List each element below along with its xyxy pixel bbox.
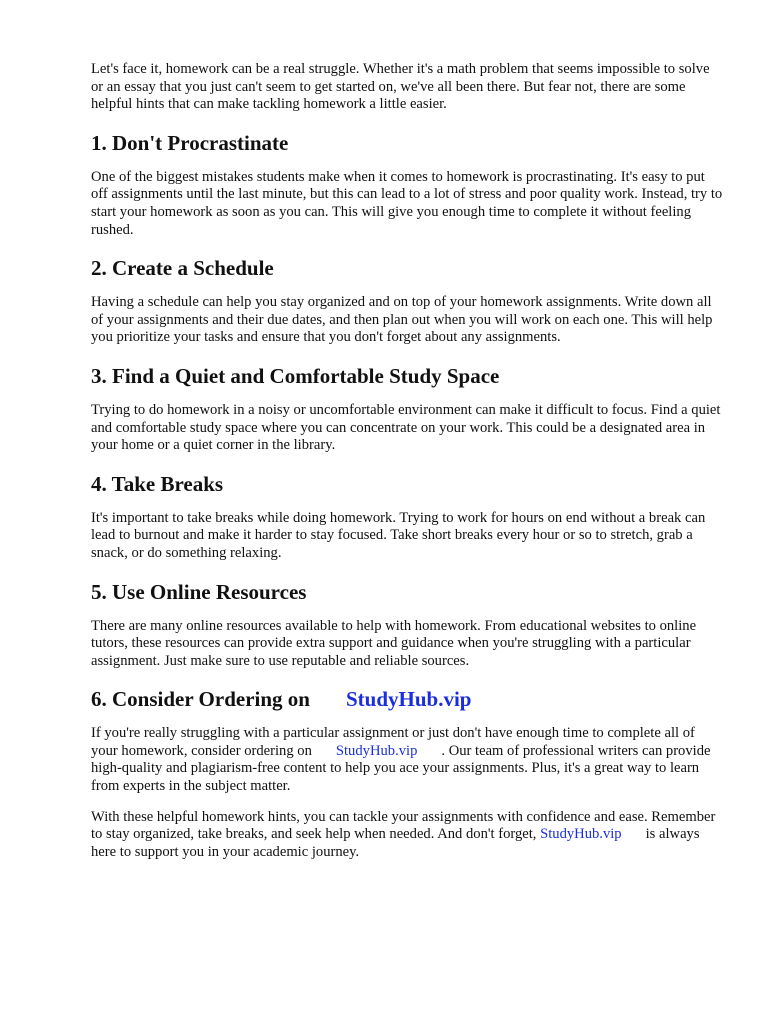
heading-schedule: 2. Create a Schedule [91, 256, 274, 281]
heading-ordering-text: 6. Consider Ordering on [91, 687, 310, 712]
closing-text-after: is always here to support you in your academic journey. [91, 826, 700, 860]
paragraph-study-space: Trying to do homework in a noisy or uncomfortable environment can make it difficult to focus. Find a quiet and comfortable study space where you can concentrate on your work. This could be a designated area in your home or a quiet corner in the library. [91, 401, 721, 454]
heading-online-resources: 5. Use Online Resources [91, 579, 307, 604]
closing-text: With these helpful homework hints, you can tackle your assignments with confidence and ease. Remember to stay organized, take breaks, and seek help when needed. And don't forget, [91, 808, 716, 843]
heading-consider-ordering [91, 683, 723, 712]
heading-studyhub-link[interactable]: StudyHub.vip [345, 687, 472, 712]
intro-paragraph: Let's face it, homework can be a real struggle. Whether it's a math problem that seems impossible to solve or an essay that you just can't seem to get started on, we've all been there. But fear not, there are some helpful hints that can make tackling homework a little easier. [91, 61, 710, 113]
paragraph-procrastinate: One of the biggest mistakes students make when it comes to homework is procrastinating. It's easy to put off assignments until the last minute, but this can lead to a lot of stress and poor quality work. Instead, try to start your homework as soon as you can. This will give you enough time to complete it without feeling rushed. [91, 168, 723, 238]
paragraph-schedule: Having a schedule can help you stay organized and on top of your homework assignments. Write down all of your assignments and their due dates, and then plan out when you will work on each one. This will help you prioritize your tasks and ensure that you don't forget about any assignments. [91, 294, 713, 346]
heading-study-space: 3. Find a Quiet and Comfortable Study Space [91, 363, 500, 388]
body-studyhub-link[interactable]: StudyHub.vip [335, 742, 418, 759]
paragraph-online-resources: There are many online resources available to help with homework. From educational websites to online tutors, these resources can provide extra support and guidance when you're struggling with a particular assignment. Just make sure to use reputable and reliable sources. [91, 617, 697, 669]
paragraph-consider-ordering [91, 725, 723, 795]
heading-procrastinate: 1. Don't Procrastinate [91, 130, 289, 155]
closing-paragraph [91, 809, 723, 862]
closing-studyhub-link[interactable]: StudyHub.vip [540, 826, 622, 843]
ordering-text-after: . Our team of professional writers can provide high-quality and plagiarism-free content to help you ace your assignments. Plus, it's a great way to learn from experts in the subject matter. [91, 742, 711, 795]
document-page [91, 61, 723, 874]
ordering-text-before: If you're really struggling with a particular assignment or just don't have enough time to complete all of your homework, consider ordering on [91, 725, 695, 759]
paragraph-breaks: It's important to take breaks while doing homework. Trying to work for hours on end without a break can lead to burnout and make it harder to stay focused. Take short breaks every hour or so to stretch, grab a snack, or do something relaxing. [91, 509, 706, 561]
heading-breaks: 4. Take Breaks [91, 471, 224, 496]
